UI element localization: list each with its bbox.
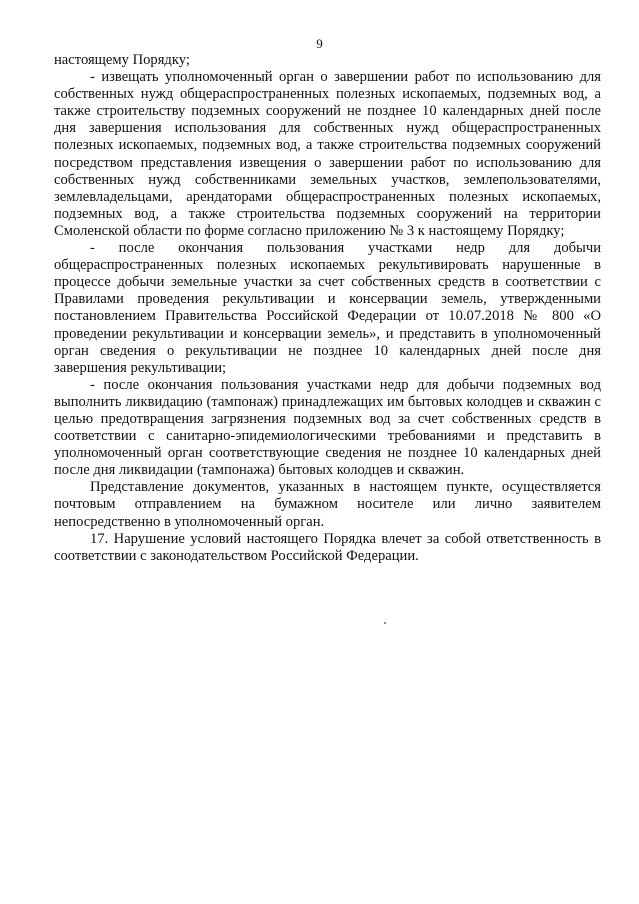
document-body [54,52,601,565]
scan-artifact-dot [384,622,386,624]
paragraph-notify-completion: - извещать уполномоченный орган о завершении работ по использованию для собственных нужд общераспространенных полезных ископаемых, подземных вод, а также строительству подземных сооружений не позднее 10 календарных дней после дня завершения использования для собственных нужд общераспространенных полезных ископаемых, подземных вод, а также строительства подземных сооружений посредством представления извещения о завершении работ по использованию для собственных нужд собственниками земельных участков, землепользователями, землевладельцами, арендаторами общераспространенных полезных ископаемых, подземных вод, а также строительства подземных сооружений на территории Смоленской области по форме согласно приложению № 3 к настоящему Порядку; [54,69,601,239]
paragraph-item-17: 17. Нарушение условий настоящего Порядка влечет за собой ответственность в соответствии с законодательством Российской Федерации. [54,530,601,564]
page-number: 9 [316,36,323,51]
paragraph-recultivation: - после окончания пользования участками недр для добычи общераспространенных полезных ископаемых рекультивировать нарушенные в процессе добычи земельные участки за счет собственных средств в соответствии с Правилами проведения рекультивации и консервации земель, утвержденными постановлением Правительства Российской Федерации от 10.07.2018 № 800 «О проведении рекультивации и консервации земель», и представить в уполномоченный орган сведения о рекультивации не позднее 10 календарных дней после дня завершения рекультивации; [54,240,601,376]
paragraph-well-liquidation: - после окончания пользования участками недр для добычи подземных вод выполнить ликвидацию (тампонаж) принадлежащих им бытовых колодцев и скважин с целью предотвращения загрязнения подземных вод за счет собственных средств в соответствии с санитарно-эпидемиологическими требованиями и представить в уполномоченный орган соответствующие сведения не позднее 10 календарных дней после дня ликвидации (тампонажа) бытовых колодцев и скважин. [54,376,601,479]
paragraph-document-submission: Представление документов, указанных в настоящем пункте, осуществляется почтовым отправлением на бумажном носителе или лично заявителем непосредственно в уполномоченный орган. [54,479,601,530]
paragraph-continuation: настоящему Порядку; [54,52,190,68]
